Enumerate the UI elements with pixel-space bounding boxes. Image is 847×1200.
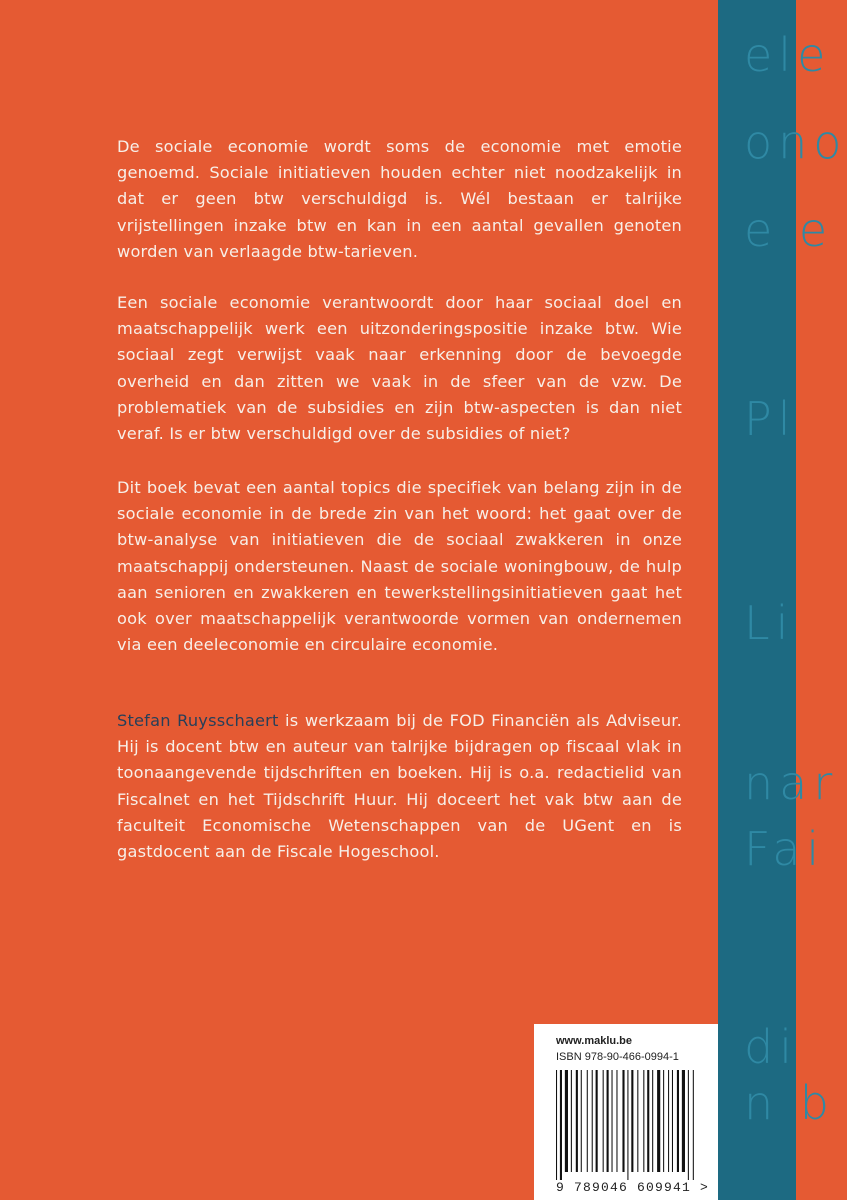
blurb-text-1: De sociale economie wordt soms de economie met emotie genoemd. Sociale initiatieven houden echter niet noodzakelijk in dat er geen btw verschuldigd is. Wél bestaan er talrijke vrijstellingen inzake btw en kan in een aantal gevallen genoten worden van verlaagde btw-tarieven. xyxy=(117,137,682,261)
blurb-text-2: Een sociale economie verantwoordt door haar sociaal doel en maatschappelijk werk een uitzonderingspositie inzake btw. Wie sociaal zegt verwijst vaak naar erkenning door de bevoegde overheid en dan zitten we vaak in de sfeer van de vzw. De problematiek van de subsidies en zijn btw-aspecten is dan niet veraf. Is er btw verschuldigd over de subsidies of niet? xyxy=(117,293,682,444)
barcode-digits: 9 789046 609941 > xyxy=(556,1180,710,1195)
author-name: Stefan Ruysschaert xyxy=(117,711,279,730)
spine-word: di xyxy=(744,1020,798,1074)
spine-word: Fai xyxy=(744,822,826,876)
book-spine xyxy=(718,0,847,1200)
blurb-paragraph-1 xyxy=(117,134,682,265)
blurb-paragraph-2 xyxy=(117,290,682,447)
spine-word: n b xyxy=(744,1076,835,1130)
spine-word: Pl xyxy=(744,392,797,446)
spine-word: nar xyxy=(744,756,839,810)
spine-word: e e xyxy=(744,203,834,257)
isbn-number: ISBN 978-90-466-0994-1 xyxy=(556,1051,679,1063)
isbn-barcode-box xyxy=(534,1024,718,1200)
blurb-paragraph-3 xyxy=(117,475,682,658)
author-bio xyxy=(117,708,682,865)
blurb-text-3: Dit boek bevat een aantal topics die specifiek van belang zijn in de sociale economie in de brede zin van het woord: het gaat over de btw-analyse van initiatieven die de sociaal zwakkeren in onze maatschappij ondersteunen. Naast de sociale woningbouw, de hulp aan senioren en zwakkeren en tewerkstellingsinitiatieven gaat het ook over maatschappelijk verantwoorde vormen van ondernemen via een deeleconomie en circulaire economie. xyxy=(117,478,682,655)
spine-word: Li xyxy=(744,596,795,650)
spine-word: ele xyxy=(744,28,832,82)
author-bio-text: is werkzaam bij de FOD Financiën als Adviseur. Hij is docent btw en auteur van talrijke bijdragen op fiscaal vlak in toonaangevende tijdschriften en boeken. Hij is o.a. redactielid van Fiscalnet en het Tijdschrift Huur. Hij doceert het vak btw aan de faculteit Economische Wetenschappen van de UGent en is gastdocent aan de Fiscale Hogeschool. xyxy=(117,711,682,862)
publisher-url: www.maklu.be xyxy=(556,1035,633,1047)
spine-word: ono xyxy=(744,115,847,169)
barcode-icon xyxy=(556,1070,711,1180)
